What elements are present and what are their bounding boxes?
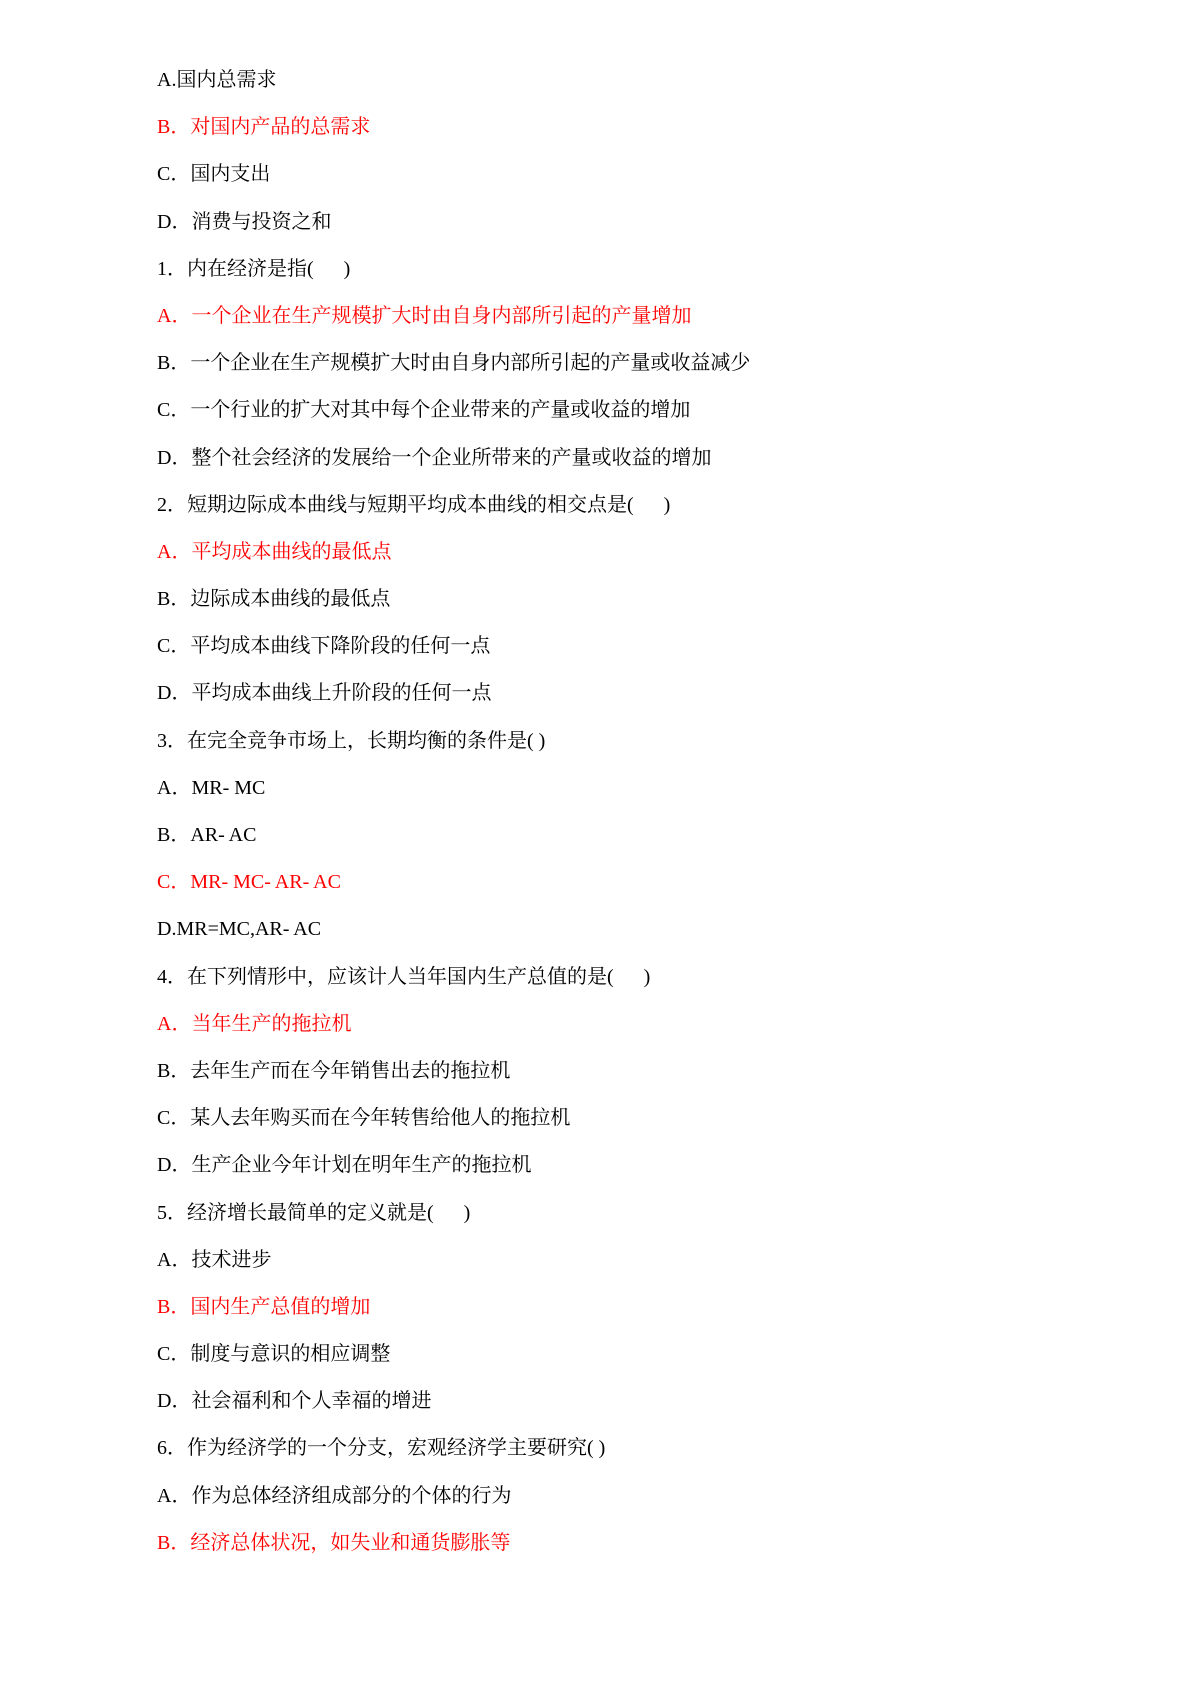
answer-option: A.国内总需求 (157, 69, 277, 91)
answer-option: C．国内支出 (157, 163, 271, 186)
question-list (157, 57, 1117, 1567)
question-stem: 1．内在经济是指( ) (157, 257, 351, 280)
answer-option: B．AR- AC (157, 824, 257, 846)
answer-option: B．边际成本曲线的最低点 (157, 588, 391, 611)
answer-option: B．去年生产而在今年销售出去的拖拉机 (157, 1059, 511, 1082)
answer-option: A．技术进步 (157, 1248, 272, 1271)
answer-option: D．社会福利和个人幸福的增进 (157, 1390, 432, 1413)
correct-answer-option: B．国内生产总值的增加 (157, 1295, 371, 1318)
answer-option: C．一个行业的扩大对其中每个企业带来的产量或收益的增加 (157, 399, 691, 422)
answer-option: C．制度与意识的相应调整 (157, 1343, 391, 1366)
answer-option: D．生产企业今年计划在明年生产的拖拉机 (157, 1154, 532, 1177)
answer-option: D．整个社会经济的发展给一个企业所带来的产量或收益的增加 (157, 446, 712, 469)
question-stem: 3．在完全竞争市场上，长期均衡的条件是( ) (157, 729, 546, 752)
correct-answer-option: B．对国内产品的总需求 (157, 116, 371, 139)
answer-option: D.MR=MC,AR- AC (157, 918, 322, 941)
question-stem: 5．经济增长最简单的定义就是( ) (157, 1201, 471, 1224)
correct-answer-option: A．一个企业在生产规模扩大时由自身内部所引起的产量增加 (157, 304, 692, 327)
correct-answer-option: A．平均成本曲线的最低点 (157, 540, 392, 563)
answer-option: A．作为总体经济组成部分的个体的行为 (157, 1484, 512, 1507)
correct-answer-option: B．经济总体状况，如失业和通货膨胀等 (157, 1531, 511, 1554)
answer-option: B．一个企业在生产规模扩大时由自身内部所引起的产量或收益减少 (157, 352, 751, 375)
answer-option: D．消费与投资之和 (157, 210, 332, 233)
question-stem: 2．短期边际成本曲线与短期平均成本曲线的相交点是( ) (157, 493, 671, 516)
question-stem: 6．作为经济学的一个分支，宏观经济学主要研究( ) (157, 1437, 606, 1460)
question-stem: 4．在下列情形中，应该计人当年国内生产总值的是( ) (157, 965, 651, 988)
answer-option: D．平均成本曲线上升阶段的任何一点 (157, 682, 492, 705)
answer-option: A．MR- MC (157, 776, 266, 799)
answer-option: C．平均成本曲线下降阶段的任何一点 (157, 635, 491, 658)
correct-answer-option: C．MR- MC- AR- AC (157, 871, 341, 894)
answer-option: C．某人去年购买而在今年转售给他人的拖拉机 (157, 1107, 571, 1130)
correct-answer-option: A．当年生产的拖拉机 (157, 1012, 352, 1035)
